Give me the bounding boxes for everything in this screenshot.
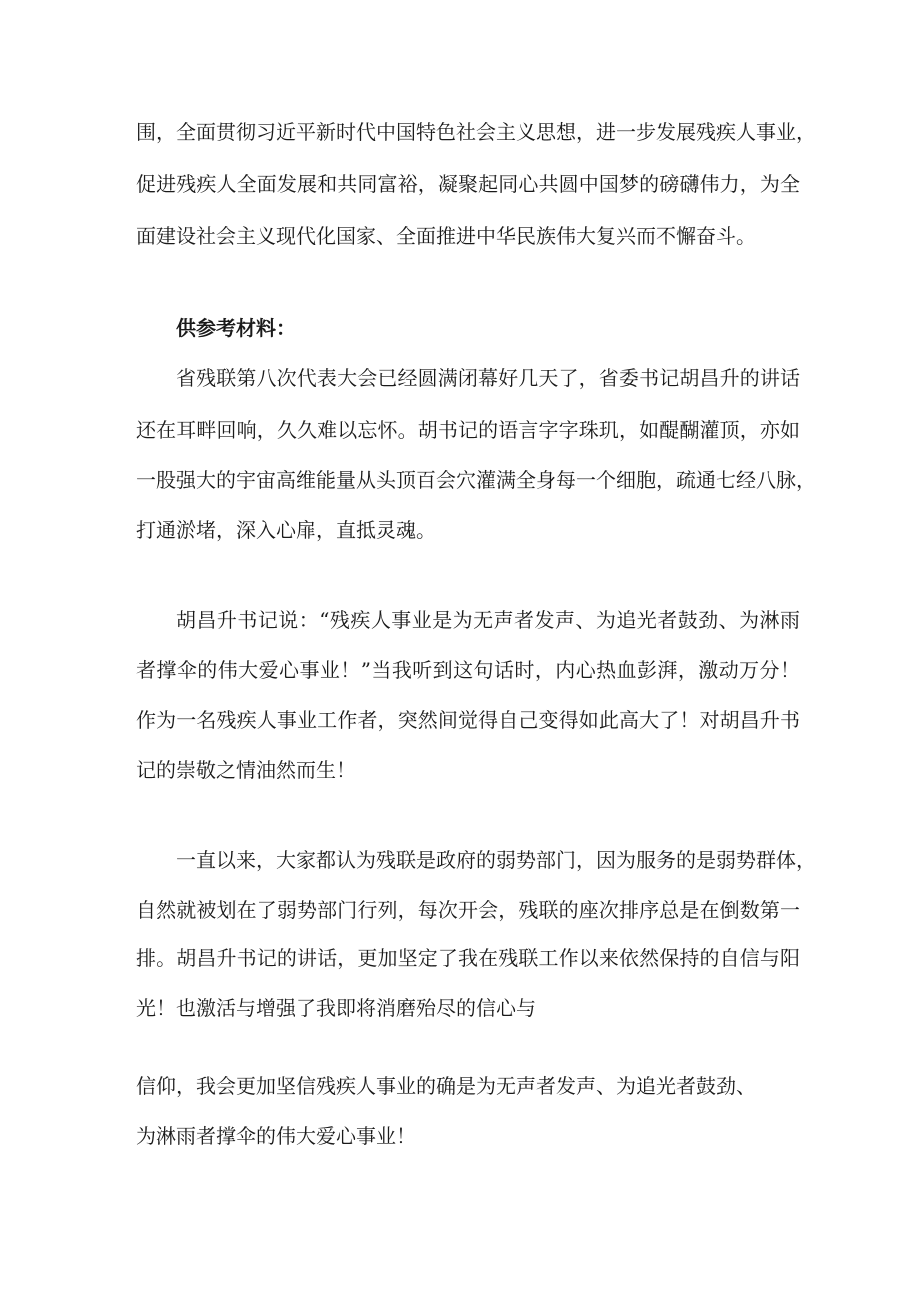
intro-line-1: 围，全面贯彻习近平新时代中国特色社会主义思想，进一步发展残疾人事业， [136, 120, 816, 144]
paragraph-1-line-2: 还在耳畔回响，久久难以忘怀。胡书记的语言字字珠玑，如醍醐灌顶，亦如 [136, 418, 800, 442]
paragraph-2-line-2: 者撑伞的伟大爱心事业！”当我听到这句话时，内心热血彭湃，激动万分！ [136, 658, 800, 682]
paragraph-2-line-4: 记的崇敬之情油然而生！ [136, 758, 356, 782]
paragraph-3-line-4: 光！也激活与增强了我即将消磨殆尽的信心与 [136, 996, 536, 1020]
section-heading: 供参考材料： [176, 316, 296, 340]
paragraph-3-line-2: 自然就被划在了弱势部门行列，每次开会，残联的座次排序总是在倒数第一 [136, 898, 800, 922]
paragraph-4-line-1: 信仰，我会更加坚信残疾人事业的确是为无声者发声、为追光者鼓劲、 [136, 1074, 756, 1098]
paragraph-1-line-1: 省残联第八次代表大会已经圆满闭幕好几天了，省委书记胡昌升的讲话 [176, 366, 800, 390]
paragraph-2-line-1: 胡昌升书记说：“残疾人事业是为无声者发声、为追光者鼓劲、为淋雨 [176, 608, 800, 632]
paragraph-3-line-1: 一直以来，大家都认为残联是政府的弱势部门，因为服务的是弱势群体， [176, 848, 816, 872]
intro-line-2: 促进残疾人全面发展和共同富裕，凝聚起同心共圆中国梦的磅礴伟力，为全 [136, 172, 800, 196]
paragraph-2-line-3: 作为一名残疾人事业工作者，突然间觉得自己变得如此高大了！对胡昌升书 [136, 708, 800, 732]
paragraph-3-line-3: 排。胡昌升书记的讲话，更加坚定了我在残联工作以来依然保持的自信与阳 [136, 946, 800, 970]
paragraph-1-line-4: 打通淤堵，深入心扉，直抵灵魂。 [136, 518, 436, 542]
intro-line-3: 面建设社会主义现代化国家、全面推进中华民族伟大复兴而不懈奋斗。 [136, 224, 756, 248]
paragraph-4-line-2: 为淋雨者撑伞的伟大爱心事业！ [136, 1124, 416, 1148]
paragraph-1-line-3: 一股强大的宇宙高维能量从头顶百会穴灌满全身每一个细胞，疏通七经八脉， [136, 468, 816, 492]
